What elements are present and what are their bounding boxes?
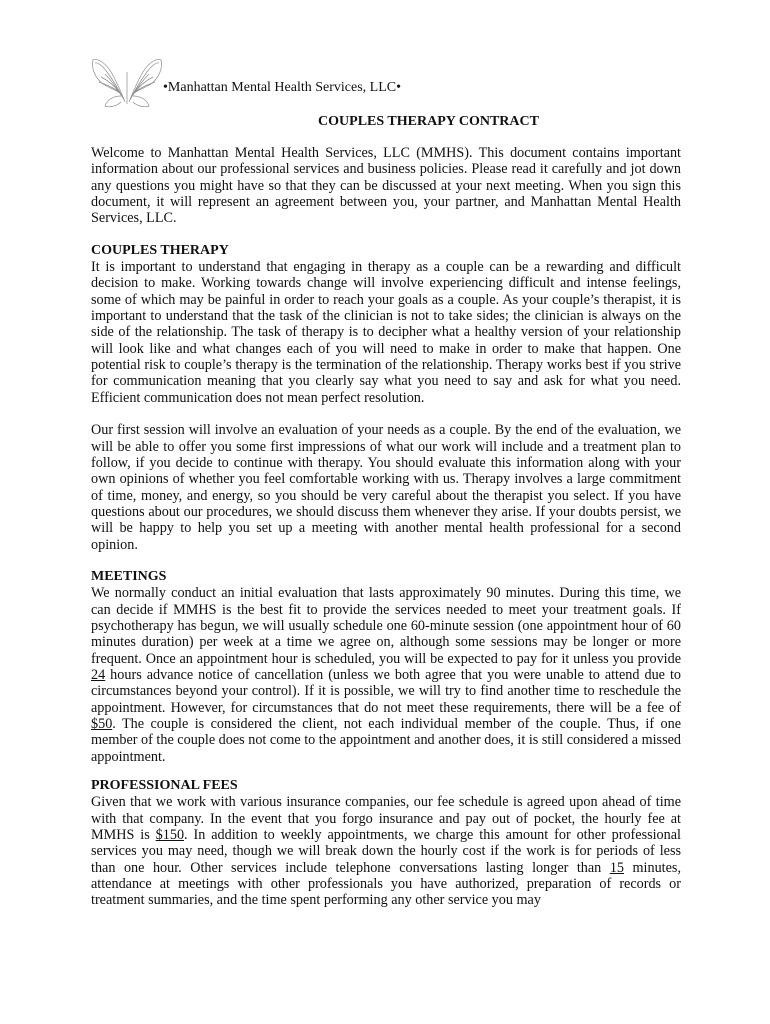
couples-therapy-paragraph-1: It is important to understand that engaging in therapy as a couple can be a rewarding and difficult decision to make. Working towards change will involve experiencing difficult and intense feelings, some of which may be painful in order to reach your goals as a couple. As your couple’s therapist, it is important to understand that the task of the clinician is not to take sides; the clinician is always on the side of the relationship. The task of therapy is to decipher what a healthy version of your relationship will look like and what changes each of you will need to make in order to make that happen. One potential risk to couple’s therapy is the termination of the relationship. Therapy works best if you strive for communication meaning that you clearly say what you need to say and ask for what you need. Efficient communication does not mean perfect resolution. (91, 259, 681, 406)
notice-hours-value: 24 (91, 666, 106, 683)
professional-fees-paragraph: Given that we work with various insurance companies, our fee schedule is agreed upon ahead of time with that company. In the event that you forgo insurance and pay out of pocket, the hourly fee at MMHS is $150. In addition to weekly appointments, we charge this amount for other professional services you may need, though we will break down the hourly cost if the work is for periods of less than one hour. Other services include telephone conversations lasting longer than 15 minutes, attendance at meetings with other professionals you have authorized, preparation of records or treatment summaries, and the time spent performing any other service you may (91, 794, 681, 909)
phone-minutes-value: 15 (609, 859, 624, 876)
intro-paragraph: Welcome to Manhattan Mental Health Services, LLC (MMHS). This document contains important information about our professional services and business policies. Please read it carefully and jot down any questions you might have so that they can be discussed at your next meeting. When you sign this document, it will represent an agreement between you, your partner, and Manhattan Mental Health Services, LLC. (91, 145, 681, 227)
letterhead (91, 48, 681, 114)
section-heading-couples-therapy: COUPLES THERAPY (91, 242, 229, 258)
couples-therapy-paragraph-2: Our first session will involve an evaluation of your needs as a couple. By the end of the evaluation, we will be able to offer you some first impressions of what our work will include and a treatment plan to follow, if you decide to continue with therapy. You should evaluate this information along with your own opinions of whether you feel comfortable working with us. Therapy involves a large commitment of time, money, and energy, so you should be very careful about the therapist you select. If you have questions about our procedures, we should discuss them whenever they arise. If your doubts persist, we will be happy to help you set up a meeting with another mental health professional for a second opinion. (91, 422, 681, 553)
missed-fee-value: $50 (91, 716, 113, 732)
hourly-fee-value: $150 (155, 827, 185, 844)
butterfly-logo-icon (91, 52, 163, 110)
organization-name: •Manhattan Mental Health Services, LLC• (163, 80, 402, 95)
document-page (91, 48, 681, 909)
section-heading-meetings: MEETINGS (91, 568, 167, 584)
section-heading-professional-fees: PROFESSIONAL FEES (91, 778, 238, 794)
document-title: COUPLES THERAPY CONTRACT (318, 114, 539, 129)
meetings-paragraph: We normally conduct an initial evaluation that lasts approximately 90 minutes. During this time, we can decide if MMHS is the best fit to provide the services needed to meet your treatment goals. If psychotherapy has begun, we will usually schedule one 60-minute session (one appointment hour of 60 minutes duration) per week at a time we agree on, although some sessions may be longer or more frequent. Once an appointment hour is scheduled, you will be expected to pay for it unless you provide 24 hours advance notice of cancellation (unless we both agree that you were unable to attend due to circumstances beyond your control). If it is possible, we will try to find another time to reschedule the appointment. However, for circumstances that do not meet these requirements, there will be a fee of $50. The couple is considered the client, not each individual member of the couple. Thus, if one member of the couple does not come to the appointment and another does, it is still considered a missed appointment. (91, 585, 681, 765)
